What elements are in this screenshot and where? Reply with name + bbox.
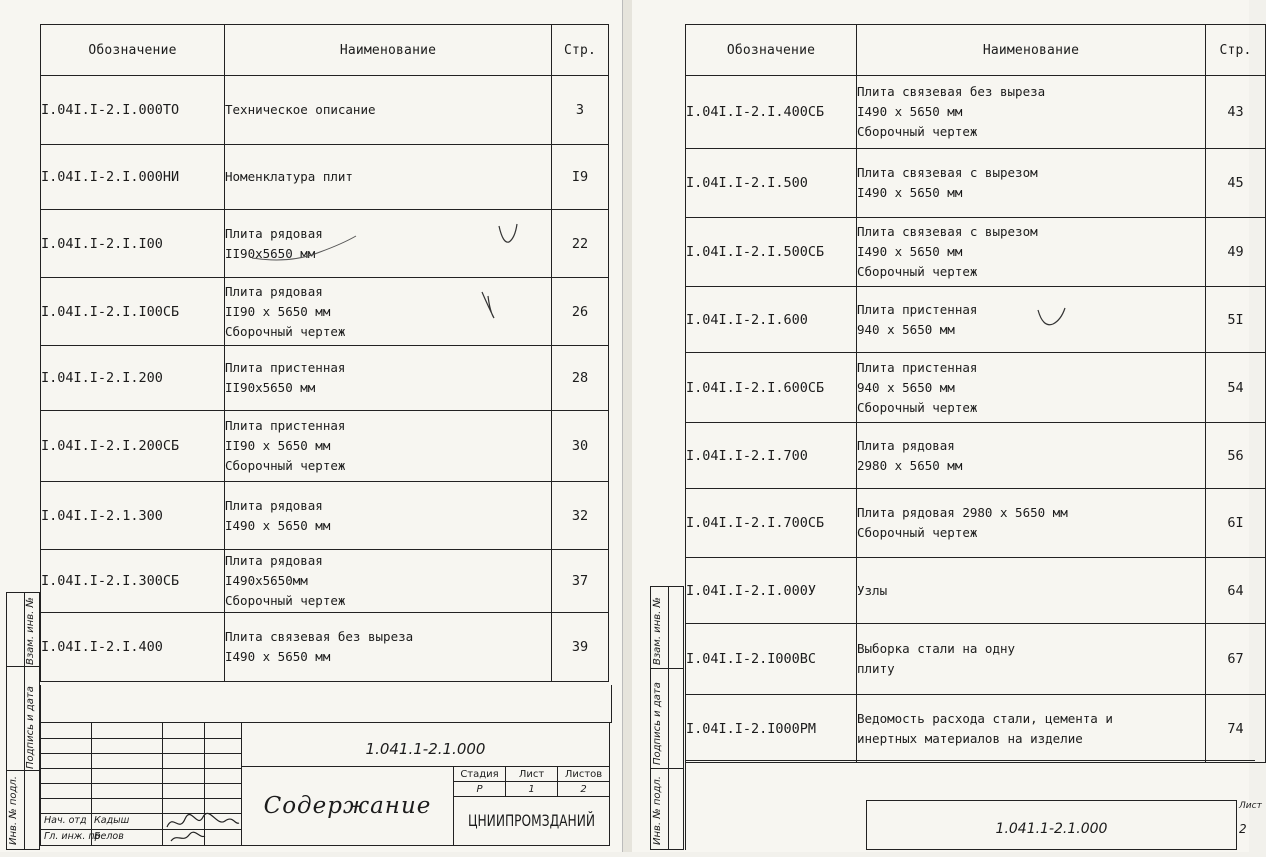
- name-cell: [225, 482, 552, 550]
- role-chief-engineer: Гл. инж. пр: [44, 831, 101, 842]
- name-cell: [857, 695, 1206, 763]
- table-row: [686, 624, 1266, 695]
- side-label-signature: Подпись и дата: [25, 686, 36, 769]
- name-line: Ведомость расхода стали, цемента и: [857, 710, 1113, 726]
- designation-cell: I.04I.I-2.I.000НИ: [41, 145, 225, 210]
- name-cell: [857, 558, 1206, 624]
- designation-cell: I.04I.I-2.I000ВС: [686, 624, 857, 695]
- name-cell: [225, 145, 552, 210]
- contents-table-right: [685, 24, 1266, 763]
- page-number-cell: 67: [1206, 624, 1266, 695]
- name-cell: [857, 287, 1206, 353]
- stage-label: Стадия: [454, 767, 506, 781]
- name-line: 940 x 5650 мм: [857, 321, 955, 337]
- designation-cell: I.04I.I-2.I.000ТО: [41, 76, 225, 145]
- designation-cell: I.04I.I-2.I.700СБ: [686, 489, 857, 558]
- name-line: I490x5650мм: [225, 573, 308, 588]
- designation-cell: I.04I.I-2.I000РМ: [686, 695, 857, 763]
- name-line: Выборка стали на одну: [857, 641, 1016, 656]
- right-sheet-box: [1236, 800, 1262, 850]
- name-line: плиту: [857, 661, 895, 676]
- page-number-cell: 64: [1206, 558, 1266, 624]
- name-cell: [857, 624, 1206, 695]
- table-row: [686, 353, 1266, 423]
- name-line: II90x5650 мм: [225, 245, 316, 261]
- designation-cell: I.04I.I-2.I.500: [686, 149, 857, 218]
- name-cell: [857, 218, 1206, 287]
- page-number-cell: 43: [1206, 76, 1266, 149]
- name-cell: [225, 550, 552, 613]
- table-row: [41, 346, 609, 411]
- name-line: II90 x 5650 мм: [225, 438, 331, 453]
- name-cell: [857, 423, 1206, 489]
- name-cell: [225, 411, 552, 482]
- designation-cell: I.04I.I-2.I.I00СБ: [41, 278, 225, 346]
- page-number-cell: 49: [1206, 218, 1266, 287]
- page-number-cell: I9: [552, 145, 609, 210]
- table-row: [41, 76, 609, 145]
- sheets-label: Листов: [564, 769, 603, 780]
- table-row: [686, 423, 1266, 489]
- name-line: 2980 x 5650 мм: [857, 457, 963, 473]
- name-line: Плита рядовая: [225, 225, 323, 241]
- signature-1: [163, 803, 241, 845]
- page-number-cell: 56: [1206, 423, 1266, 489]
- name-cell: [225, 613, 552, 682]
- name-line: Сборочный чертеж: [225, 458, 346, 473]
- check-mark-icon: [495, 222, 525, 248]
- header-name: Наименование: [225, 25, 552, 76]
- sheet-value: 1: [506, 782, 558, 796]
- name-line: Плита пристенная: [225, 360, 346, 375]
- designation-cell: I.04I.I-2.I.500СБ: [686, 218, 857, 287]
- right-sheet-label: Лист: [1239, 801, 1262, 811]
- left-empty-row: [40, 685, 612, 723]
- side-label-inv: Инв. № подл.: [652, 776, 663, 845]
- page-number-cell: 5I: [1206, 287, 1266, 353]
- page-number-cell: 6I: [1206, 489, 1266, 558]
- name-line: Плита рядовая: [225, 283, 323, 299]
- name-line: Плита связевая без выреза: [857, 84, 1046, 99]
- name-line: Плита рядовая: [225, 497, 323, 513]
- side-label-inv: Инв. № подл.: [8, 776, 19, 845]
- page-number-cell: 28: [552, 346, 609, 411]
- name-line: Сборочный чертеж: [857, 399, 978, 415]
- right-document-code: 1.041.1-2.1.000: [866, 800, 1236, 850]
- signature-grid: [41, 723, 242, 845]
- name-line: Плита пристенная: [857, 359, 978, 375]
- stage-sheet-block: [454, 767, 609, 845]
- name-line: Плита связевая без выреза: [225, 629, 414, 644]
- table-row: [41, 278, 609, 346]
- name-line: Номенклатура плит: [225, 169, 353, 184]
- right-sheet-number: 2: [1239, 822, 1247, 836]
- name-cell: [857, 489, 1206, 558]
- designation-cell: I.04I.I-2.I.400СБ: [686, 76, 857, 149]
- name-cell: [225, 76, 552, 145]
- name-line: инертных материалов на изделие: [857, 730, 1083, 746]
- name-line: Плита связевая с вырезом: [857, 224, 1038, 239]
- name-line: Плита пристенная: [225, 418, 346, 433]
- table-row: [686, 149, 1266, 218]
- table-row: [41, 145, 609, 210]
- table-row: [686, 558, 1266, 624]
- header-page: Стр.: [552, 25, 609, 76]
- header-designation: Обозначение: [686, 25, 857, 76]
- person-head-dept: Кадыш: [94, 815, 130, 826]
- name-line: II90 x 5650 мм: [225, 303, 331, 319]
- sheet-label: Лист: [506, 767, 558, 781]
- role-head-dept: Нач. отд: [44, 815, 87, 826]
- name-cell: [857, 149, 1206, 218]
- header-designation: Обозначение: [41, 25, 225, 76]
- name-line: Плита рядовая: [225, 553, 323, 568]
- table-row: [41, 613, 609, 682]
- page-number-cell: 45: [1206, 149, 1266, 218]
- check-mark-icon: [1035, 306, 1069, 330]
- contents-table-left: [40, 24, 609, 682]
- table-row: [686, 695, 1266, 763]
- name-line: Плита связевая с вырезом: [857, 165, 1038, 180]
- name-line: Сборочный чертеж: [857, 525, 978, 540]
- designation-cell: I.04I.I-2.I.000У: [686, 558, 857, 624]
- name-line: I490 x 5650 мм: [225, 649, 331, 664]
- table-row: [41, 411, 609, 482]
- table-row: [686, 218, 1266, 287]
- designation-cell: I.04I.I-2.I.300СБ: [41, 550, 225, 613]
- page-number-cell: 3: [552, 76, 609, 145]
- designation-cell: I.04I.I-2.1.300: [41, 482, 225, 550]
- page-number-cell: 37: [552, 550, 609, 613]
- organization-name: ЦНИИПРОМЗДАНИЙ: [467, 811, 596, 830]
- header-name: Наименование: [857, 25, 1206, 76]
- table-row: [41, 550, 609, 613]
- title-block: [40, 722, 610, 846]
- side-label-replacement: Взам. инв. №: [25, 597, 36, 665]
- pen-underline: [250, 232, 360, 262]
- name-line: Плита пристенная: [857, 301, 978, 317]
- side-label-signature: Подпись и дата: [652, 682, 663, 765]
- designation-cell: I.04I.I-2.I.I00: [41, 210, 225, 278]
- sheets-value: 2: [580, 784, 587, 795]
- person-chief-engineer: Белов: [94, 831, 124, 842]
- page-number-cell: 22: [552, 210, 609, 278]
- check-mark-icon: [478, 288, 504, 324]
- designation-cell: I.04I.I-2.I.700: [686, 423, 857, 489]
- stage-value: Р: [454, 782, 506, 796]
- name-line: I490 x 5650 мм: [857, 244, 963, 259]
- document-code: 1.041.1-2.1.000: [242, 723, 609, 767]
- designation-cell: I.04I.I-2.I.200: [41, 346, 225, 411]
- page-number-cell: 54: [1206, 353, 1266, 423]
- side-label-replacement: Взам. инв. №: [652, 597, 663, 665]
- table-row: [686, 76, 1266, 149]
- designation-cell: I.04I.I-2.I.600: [686, 287, 857, 353]
- name-line: II90x5650 мм: [225, 380, 316, 395]
- name-line: 940 x 5650 мм: [857, 379, 955, 395]
- header-page: Стр.: [1206, 25, 1266, 76]
- table-row: [686, 287, 1266, 353]
- name-line: I490 x 5650 мм: [857, 104, 963, 119]
- name-line: Плита рядовая: [857, 437, 955, 453]
- name-line: Сборочный чертеж: [225, 323, 346, 339]
- page-number-cell: 39: [552, 613, 609, 682]
- page-number-cell: 26: [552, 278, 609, 346]
- name-line: Сборочный чертеж: [225, 593, 346, 608]
- page-number-cell: 74: [1206, 695, 1266, 763]
- name-cell: [225, 346, 552, 411]
- name-cell: [857, 76, 1206, 149]
- name-line: I490 x 5650 мм: [857, 185, 963, 200]
- name-cell: [857, 353, 1206, 423]
- left-side-stamp: [6, 592, 40, 850]
- right-side-stamp: [650, 586, 684, 850]
- page-number-cell: 30: [552, 411, 609, 482]
- name-line: Сборочный чертеж: [857, 264, 978, 279]
- name-line: Техническое описание: [225, 102, 376, 117]
- designation-cell: I.04I.I-2.I.600СБ: [686, 353, 857, 423]
- page-number-cell: 32: [552, 482, 609, 550]
- table-row: [41, 482, 609, 550]
- table-row: [686, 489, 1266, 558]
- name-line: I490 x 5650 мм: [225, 517, 331, 533]
- designation-cell: I.04I.I-2.I.400: [41, 613, 225, 682]
- name-line: Плита рядовая 2980 x 5650 мм: [857, 505, 1068, 520]
- document-title: Содержание: [242, 767, 454, 845]
- name-line: Узлы: [857, 582, 888, 598]
- designation-cell: I.04I.I-2.I.200СБ: [41, 411, 225, 482]
- name-line: Сборочный чертеж: [857, 124, 978, 139]
